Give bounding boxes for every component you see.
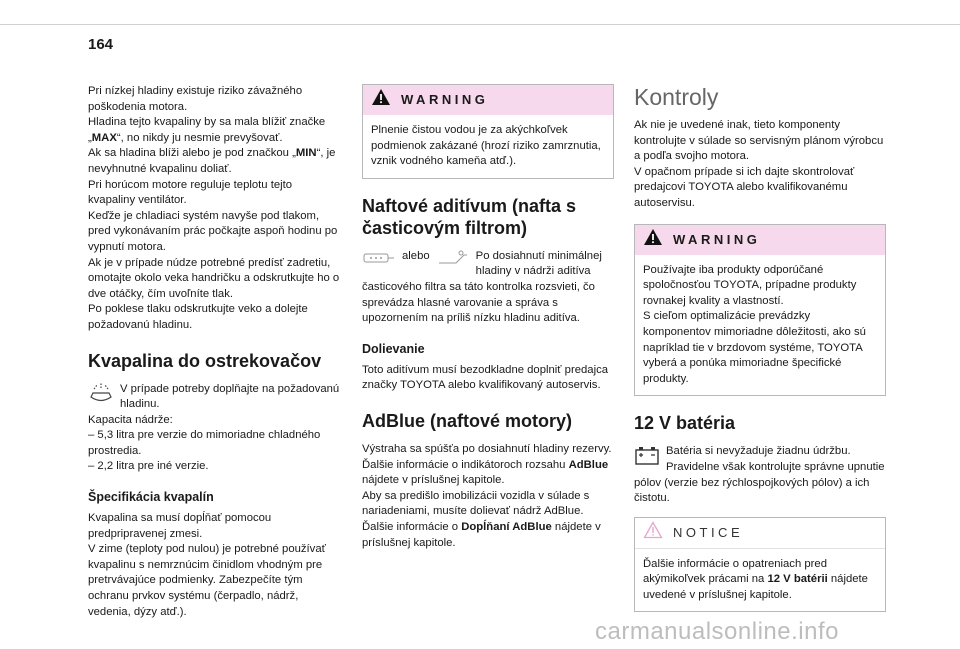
notice-header <box>635 518 885 549</box>
warning-box-2 <box>634 224 886 397</box>
battery-title: 12 V batéria <box>634 413 736 434</box>
intro-p3: Ak sa hladina blíži alebo je pod značkou „MIN“, je nevyhnutné kvapalinu doliať. <box>88 147 336 175</box>
intro-p7: Po poklese tlaku odskrutkujte veko a dolejte požadovanú hladinu. <box>88 303 308 331</box>
warning-p2: S cieľom optimalizácie prevádzky komponentov mimoriadne dôležitosti, ako sú napríklad tie v brzdovom systéme, TOYOTA vyberá a ponúka mimoriadne špecifické produkty. <box>643 310 866 385</box>
diesel-or: alebo <box>402 249 430 262</box>
spec-title: Špecifikácia kvapalín <box>88 490 214 505</box>
page-number: 164 <box>88 36 114 53</box>
battery-text: Batéria si nevyžaduje žiadnu údržbu. Pravidelne však kontrolujte správne upnutie pólov (verzie bez rýchlospojkových pólov) a ich čistotu. <box>634 445 885 505</box>
notice-body: Ďalšie informácie o opatreniach pred akýmikoľvek prácami na 12 V batérii nájdete uvedené v príslušnej kapitole. <box>643 557 868 601</box>
warning-label-2: WARNING <box>673 231 761 247</box>
warning-body-2 <box>635 255 885 396</box>
adblue-title: AdBlue (naftové motory) <box>362 410 573 431</box>
dpf-warning-icon <box>362 249 396 273</box>
checks-title: Kontroly <box>634 84 719 110</box>
intro-p5: Keďže je chladiaci systém navyše pod tlakom, pred vykonávaním prác počkajte aspoň hodinu po vypnutí motora. <box>88 209 338 253</box>
intro-p6: Ak je v prípade núdze potrebné predísť zadretiu, omotajte okolo veka handričku a odskrutkujte ho o dve otáčky, čím uvoľníte tlak. <box>88 256 340 300</box>
warning-body: Plnenie čistou vodou je za akýchkoľvek podmienok zakázané (hrozí riziko zamrznutia, vznik vodného kameňa atď.). <box>371 124 601 168</box>
spec-p1: Kvapalina sa musí dopĺňať pomocou predpripravenej zmesi. <box>88 512 272 540</box>
washer-text: V prípade potreby doplňajte na požadovanú hladinu. <box>120 382 340 411</box>
battery-block <box>634 444 886 506</box>
washer-block <box>88 382 340 413</box>
adblue-p3: Aby sa predišlo imobilizácii vozidla v súlade s nariadeniami, musíte dolievať nádrž AdBlue. <box>362 489 590 518</box>
adblue-p1: Výstraha sa spúšťa po dosiahnutí hladiny rezervy. <box>362 442 612 455</box>
checks-p1: Ak nie je uvedené inak, tieto komponenty kontrolujte v súlade so servisným plánom výrobcu a podľa svojho motora. <box>634 119 884 163</box>
notice-triangle-icon <box>643 521 663 545</box>
capacity-2: – 2,2 litra pre iné verzie. <box>88 460 209 473</box>
warning-header-2 <box>635 225 885 255</box>
warning-p1: Používajte iba produkty odporúčané spoločnosťou TOYOTA, prípadne produkty rovnakej kvality a vlastností. <box>643 263 857 307</box>
adblue-p2: Ďalšie informácie o indikátoroch rozsahu AdBlue nájdete v príslušnej kapitole. <box>362 458 609 487</box>
checks-p2: V opačnom prípade si ich dajte skontrolovať predajcovi TOYOTA alebo kvalifikovanému autoservisu. <box>634 165 855 209</box>
battery-icon <box>634 444 660 472</box>
diesel-block <box>362 249 614 327</box>
warning-header <box>363 85 613 115</box>
warning-box-1 <box>362 84 614 179</box>
washer-title: Kvapalina do ostrekovačov <box>88 350 322 371</box>
adblue-p4: Ďalšie informácie o Dopĺňaní AdBlue nájdete v príslušnej kapitole. <box>362 520 601 549</box>
intro-p2: Hladina tejto kvapaliny by sa mala blížiť značke „MAX“, no nikdy ju nesmie prevyšovať. <box>88 116 326 144</box>
intro-p1: Pri nízkej hladiny existuje riziko závažného poškodenia motora. <box>88 85 303 113</box>
diesel-title: Naftové aditívum (nafta s časticovým filtrom) <box>362 195 577 238</box>
warning-label: WARNING <box>401 92 489 108</box>
fuel-additive-icon <box>436 249 470 273</box>
spec-p2: V zime (teploty pod nulou) je potrebné používať kvapalinu s nemrznúcim činidlom vhodným pre pretrvávajúce podmienky. Zabezpečíte tým ochranu prvkov systému (čerpadlo, nádrž, vedenia, dýzy atď.). <box>88 543 326 618</box>
notice-label: NOTICE <box>673 524 744 540</box>
refill-title: Dolievanie <box>362 341 425 356</box>
top-rule <box>0 24 960 25</box>
warning-triangle-icon <box>371 88 391 112</box>
column-1 <box>88 84 340 620</box>
diesel-text: Po dosiahnutí minimálnej hladiny v nádrži aditíva časticového filtra sa táto kontrolka rozsvieti, čo sprevádza hlasné varovanie a správa s upozornením na príliš nízku hladinu aditíva. <box>362 249 602 325</box>
column-3 <box>634 84 886 620</box>
notice-box <box>634 517 886 613</box>
capacity-label: Kapacita nádrže: <box>88 413 173 426</box>
column-2 <box>362 84 614 551</box>
watermark: carmanualsonline.info <box>595 618 839 645</box>
warning-triangle-icon <box>643 228 663 252</box>
washer-fluid-icon <box>88 382 114 410</box>
refill-text: Toto aditívum musí bezodkladne doplniť predajca značky TOYOTA alebo kvalifikovaný autoservis. <box>362 363 609 392</box>
intro-p4: Pri horúcom motore reguluje teplotu tejto kvapaliny ventilátor. <box>88 178 293 207</box>
capacity-1: – 5,3 litra pre verzie do mimoriadne chladného prostredia. <box>88 429 321 457</box>
